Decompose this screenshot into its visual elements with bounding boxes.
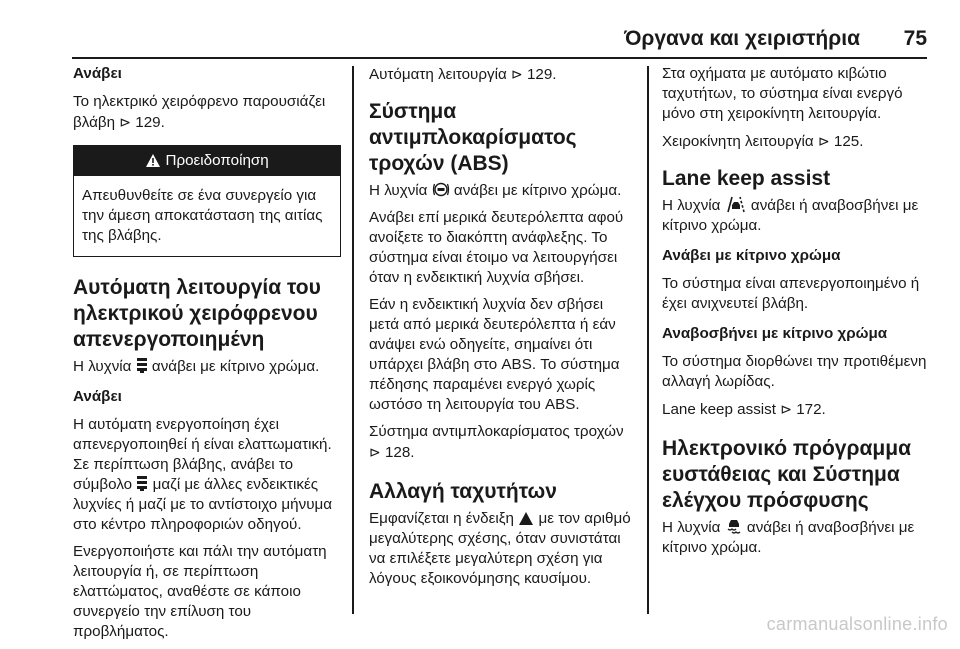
column-2 <box>369 64 637 596</box>
lane-keep-assist-icon <box>725 196 747 213</box>
column-3 <box>662 64 930 565</box>
page-reference[interactable]: 129. <box>135 114 165 131</box>
warning-title: Προειδοποίηση <box>165 152 269 169</box>
anavei-heading-2: Ανάβει <box>73 388 122 405</box>
steady-yellow-paragraph: Το σύστημα είναι απενεργοποιημένο ή έχει ανιχνευτεί βλάβη. <box>662 275 920 312</box>
warning-text: Απευθυνθείτε σε ένα συνεργείο για την άμεση αποκατάσταση της αιτίας της βλάβης. <box>82 187 323 244</box>
stability-control-icon <box>725 518 743 535</box>
lane-keep-lamp-paragraph: Η λυχνία ανάβει ή αναβοσβήνει με κίτρινο χρώμα. <box>662 197 919 234</box>
manual-mode-reference: Χειροκίνητη λειτουργία ⊳ 125. <box>662 133 864 150</box>
auto-off-paragraph-2: Ενεργοποιήστε και πάλι την αυτόματη λειτουργία ή, σε περίπτωση ελαττώματος, αναθέστε σε κάποιο συνεργείο την επίλυση του προβλήματος. <box>73 543 327 640</box>
auto-park-brake-heading: Αυτόματη λειτουργία του ηλεκτρικού χειρόφρενου απενεργοποιημένη <box>73 276 321 351</box>
steady-yellow-heading: Ανάβει με κίτρινο χρώμα <box>662 247 841 264</box>
flashing-yellow-heading: Αναβοσβήνει με κίτρινο χρώμα <box>662 325 888 342</box>
page-reference[interactable]: 128. <box>384 444 415 461</box>
lane-keep-assist-heading: Lane keep assist <box>662 167 831 190</box>
abs-paragraph-2: Εάν η ενδεικτική λυχνία δεν σβήσει μετά από μερικά δευτερόλεπτα ή εάν ανάψει ενώ οδηγείτε, σημαίνει ότι υπάρχει βλάβη στο ABS. Το σύστημα πέδησης παραμένει ενεργό χωρίς ωστόσο τη λειτουργία του ABS. <box>369 296 620 413</box>
warning-header <box>74 146 340 176</box>
gear-shift-paragraph: Εμφανίζεται η ένδειξη με τον αριθμό μεγαλύτερης σχέσης, όταν συνιστάται να επιλέξετε μεγαλύτερη σχέση για λόγους εξοικονόμησης καυσίμου. <box>369 510 631 587</box>
park-brake-auto-off-icon <box>136 475 148 492</box>
gear-shift-heading: Αλλαγή ταχυτήτων <box>369 480 557 503</box>
flashing-yellow-paragraph: Το σύστημα διορθώνει την προτιθέμενη αλλαγή λωρίδας. <box>662 353 927 390</box>
warning-box <box>73 145 341 257</box>
reference-arrow-icon: ⊳ <box>369 444 381 460</box>
running-title: Όργανα και χειριστήρια <box>624 27 860 50</box>
automatic-transmission-paragraph: Στα οχήματα με αυτόματο κιβώτιο ταχυτήτων, το σύστημα είναι ενεργό μόνο στη χειροκίνητη λειτουργία. <box>662 65 903 122</box>
anavei-heading: Ανάβει <box>73 65 122 82</box>
page-reference[interactable]: 125. <box>833 133 864 150</box>
warning-triangle-icon <box>145 153 161 168</box>
watermark: carmanualsonline.info <box>766 614 948 634</box>
lane-keep-reference: Lane keep assist ⊳ 172. <box>662 401 826 418</box>
reference-arrow-icon: ⊳ <box>510 66 523 82</box>
column-divider-2 <box>647 66 649 614</box>
abs-reference: Σύστημα αντιμπλοκαρίσματος τροχών ⊳ 128. <box>369 423 624 461</box>
esc-tcs-heading: Ηλεκτρονικό πρόγραμμα ευστάθειας και Σύστημα ελέγχου πρόσφυσης <box>662 437 911 512</box>
page-reference[interactable]: 129. <box>526 66 557 83</box>
auto-mode-reference: Αυτόματη λειτουργία ⊳ 129. <box>369 66 557 83</box>
reference-arrow-icon: ⊳ <box>119 114 132 130</box>
anavei-paragraph: Το ηλεκτρικό χειρόφρενο παρουσιάζει βλάβη ⊳ 129. <box>73 93 326 131</box>
abs-lamp-paragraph: Η λυχνία ανάβει με κίτρινο χρώμα. <box>369 182 622 199</box>
column-1 <box>73 64 341 649</box>
abs-paragraph-1: Ανάβει επί μερικά δευτερόλεπτα αφού ανοίξετε το διακόπτη ανάφλεξης. Το σύστημα είναι έτοιμο να λειτουργήσει όταν η ενδεικτική λυχνία σβήσει. <box>369 209 624 286</box>
page-reference[interactable]: 172. <box>796 401 826 418</box>
page-number: 75 <box>903 27 927 50</box>
abs-heading: Σύστημα αντιμπλοκαρίσματος τροχών (ABS) <box>369 100 577 175</box>
auto-off-paragraph-1: Η αυτόματη ενεργοποίηση έχει απενεργοποιηθεί ή είναι ελαττωματική. Σε περίπτωση βλάβης, ανάβει το σύμβολο μαζί με άλλες ενδεικτικές λυχνίες ή μαζί με το αντίστοιχο μήνυμα στο κέντρο πληροφοριών οδηγού. <box>73 416 333 533</box>
esc-lamp-paragraph: Η λυχνία ανάβει ή αναβοσβήνει με κίτρινο χρώμα. <box>662 519 915 556</box>
shift-up-arrow-icon <box>518 511 534 526</box>
abs-icon <box>432 181 450 198</box>
auto-park-brake-lamp-paragraph: Η λυχνία ανάβει με κίτρινο χρώμα. <box>73 358 320 375</box>
reference-arrow-icon: ⊳ <box>780 401 792 417</box>
column-divider-1 <box>352 66 354 614</box>
header-rule <box>72 57 927 59</box>
reference-arrow-icon: ⊳ <box>817 133 830 149</box>
park-brake-auto-off-icon <box>136 357 148 374</box>
